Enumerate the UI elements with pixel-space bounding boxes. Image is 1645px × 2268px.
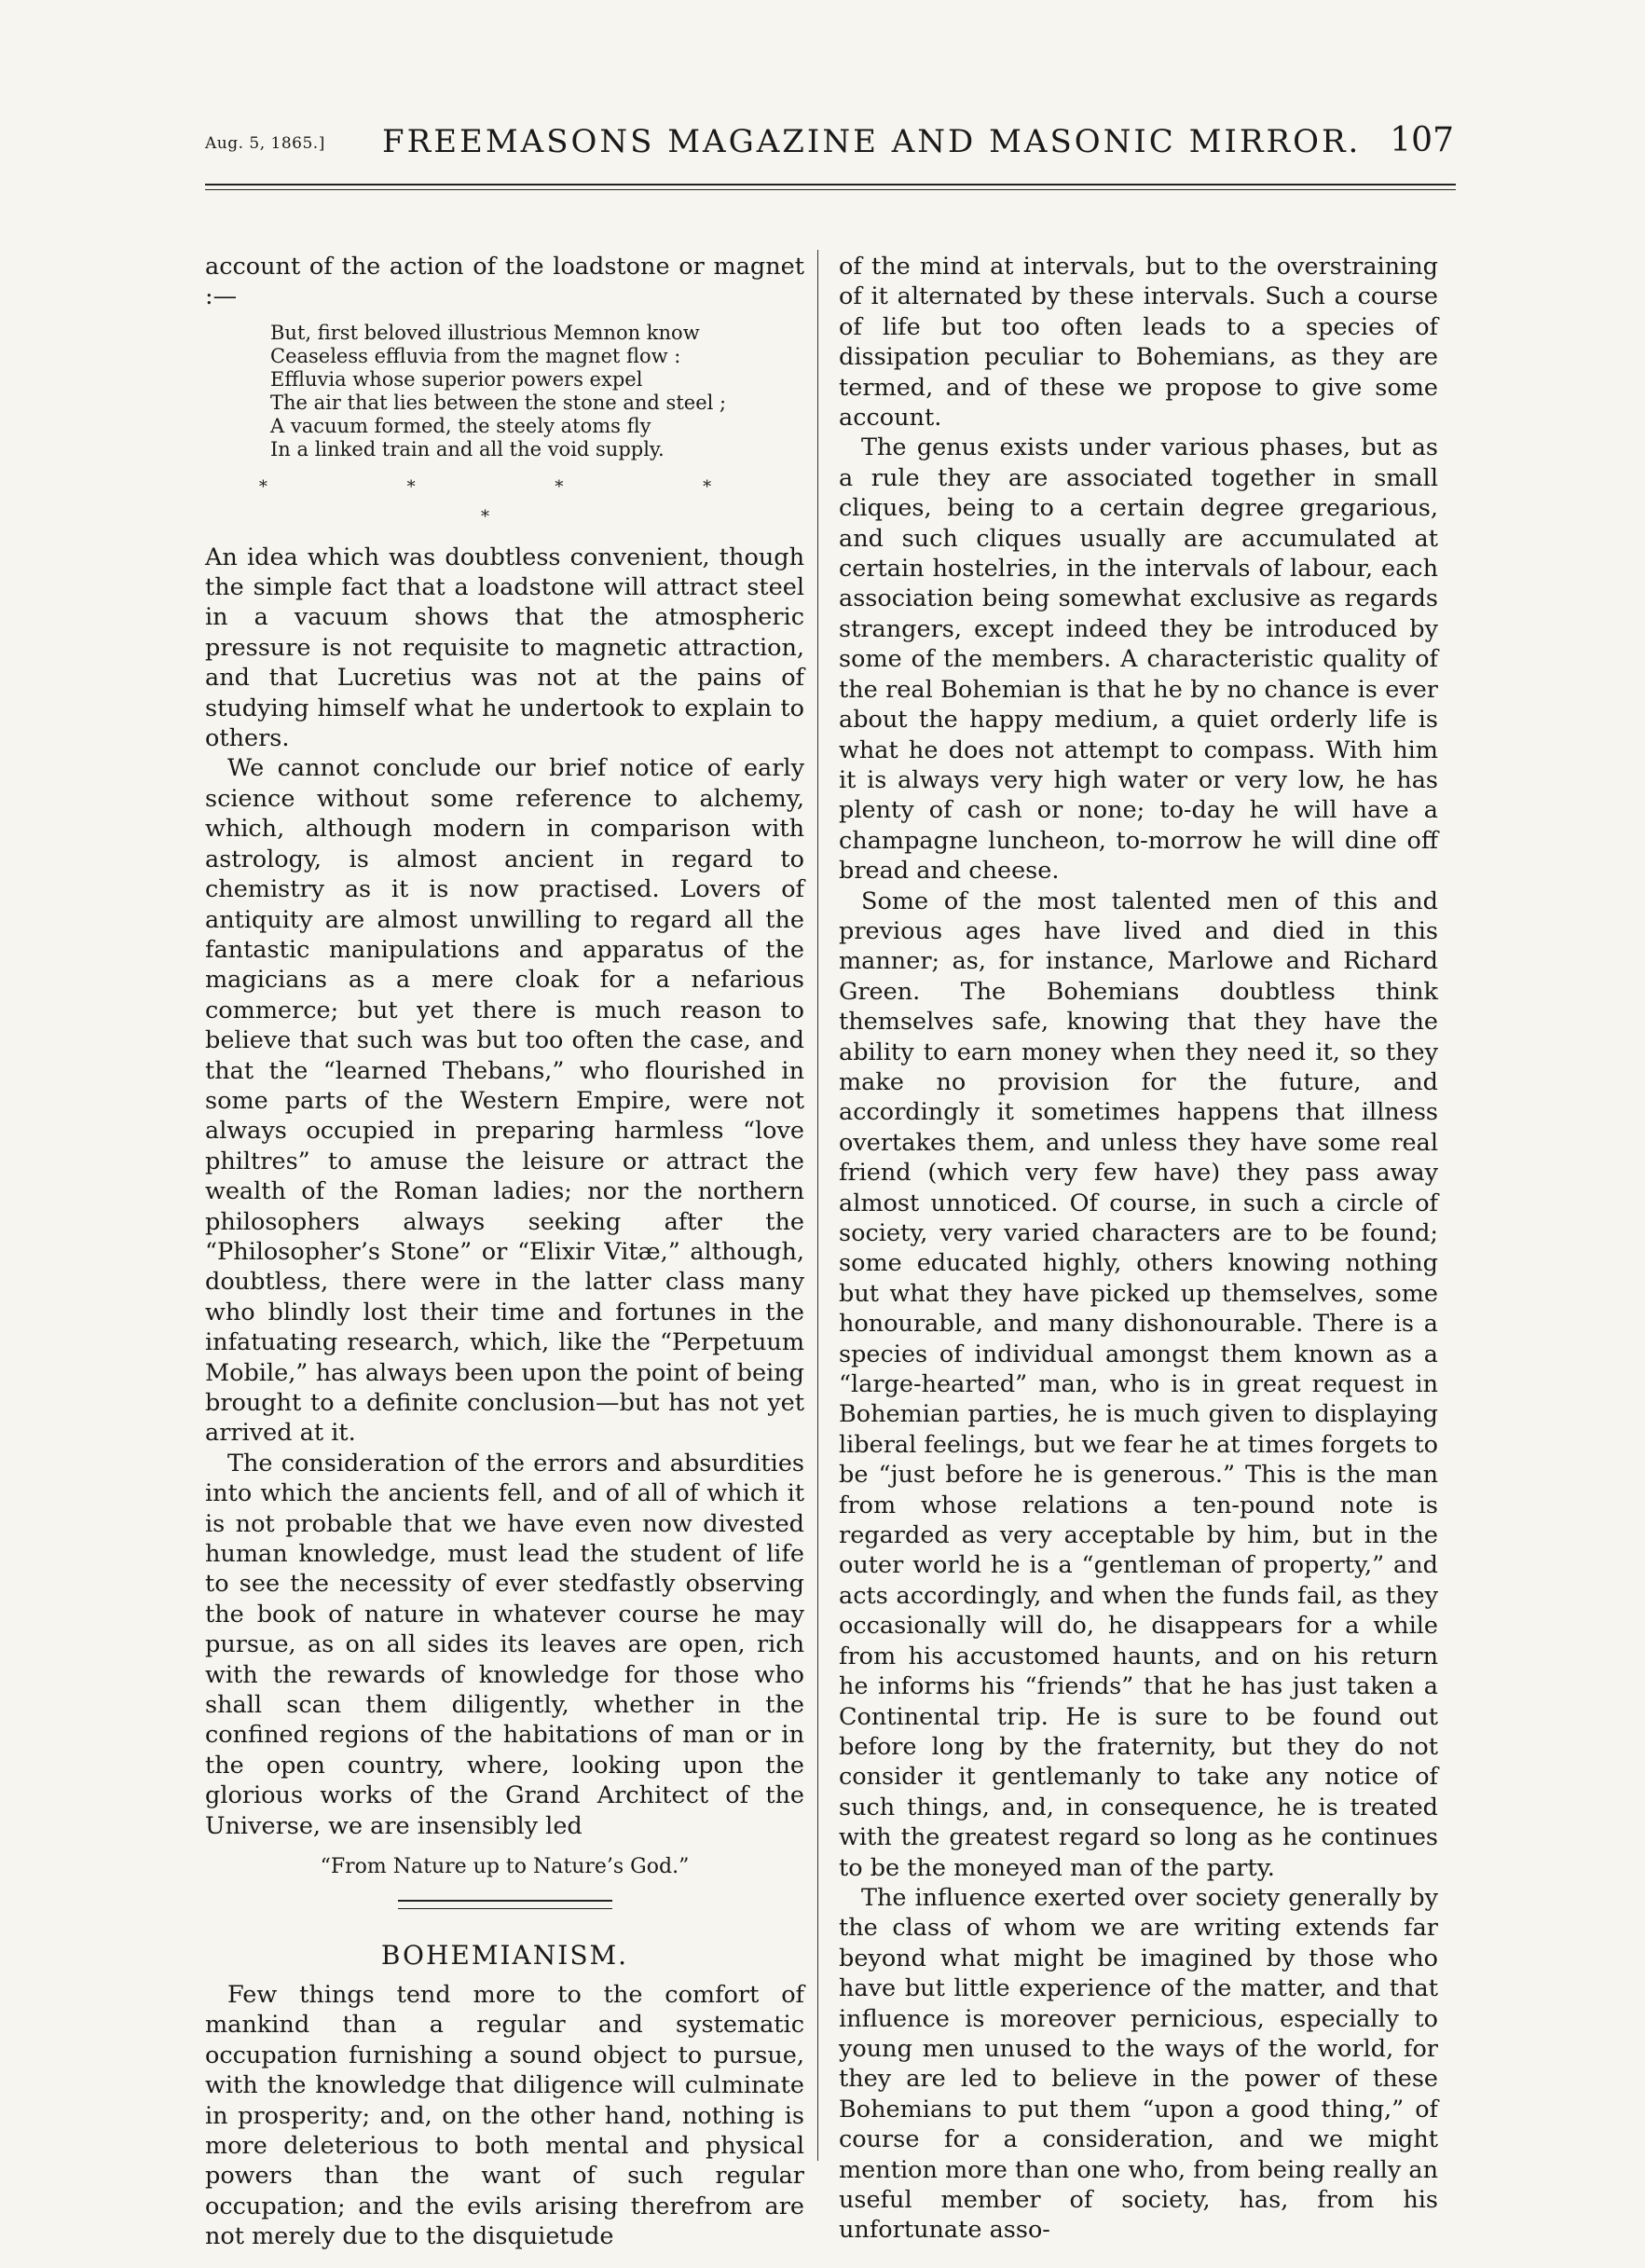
publication-title: FREEMASONS MAGAZINE AND MASONIC MIRROR. [382,123,1362,160]
verse-line: But, first beloved illustrious Memnon know [270,321,700,344]
verse-line: A vacuum formed, the steely atoms fly [270,414,651,437]
paragraph-errors: The consideration of the errors and absurdities into which the ancients fell, and of all of which it is not probable that we have even now divested human knowledge, must lead the student of life to see the necessity of ever stedfastly observing the book of nature in whatever course he may pursue, as on all sides its leaves are open, rich with the rewards of knowledge for those who shall scan them diligently, whether in the confined regions of the habitations of man or in the open country, where, looking upon the glorious works of the Grand Architect of the Universe, we are insensibly led [205,1449,804,1840]
paragraph-loadstone: An idea which was doubtless convenient, though the simple fact that a loadstone will attract steel in a vacuum shows that the atmospheric pressure is not requisite to magnetic attraction, and that Lucretius was not at the pains of studying himself what he undertook to explain to others. [205,543,804,753]
header-rule-thin [205,189,1456,190]
verse-line: In a linked train and all the void supply. [270,437,665,460]
asterism-separator: * * * * * [258,476,779,528]
verse-line: Effluvia whose superior powers expel [270,367,643,391]
paragraph-continuation: of the mind at intervals, but to the overstraining of it alternated by these intervals. Such a course of life but too often leads to a species of dissipation peculiar to Bohemians, as they are termed, and of these we propose to give some account. [839,253,1438,433]
article-heading: BOHEMIANISM. [380,1939,629,1971]
paragraph-talented-men: Some of the most talented men of this and previous ages have lived and died in this manner; as, for instance, Marlowe and Richard Green. The Bohemians doubtless think themselves safe, knowing that they have the ability to earn money when they need it, so they make no provision for the future, and accordingly it sometimes happens that illness overtakes them, and unless they have some real friend (which very few have) they pass away almost unnoticed. Of course, in such a circle of society, very varied characters are to be found; some educated highly, others knowing nothing but what they have picked up themselves, some honourable, and many dishonourable. There is a species of individual amongst them known as a “large-hearted” man, who is in great request in Bohemian parties, he is much given to displaying liberal feelings, but we fear he at times forgets to be “just before he is generous.” This is the man from whose relations a ten-pound note is regarded as very acceptable by him, but in the outer world he is a “gentleman of property,” and acts accordingly, and when the funds fail, as they occasionally will do, he disappears for a while from his accustomed haunts, and on his return he informs his “friends” that he has just taken a Continental trip. He is sure to be found out before long by the fraternity, but they do not consider it gentlemanly to take any notice of such things, and, in consequence, he is treated with the greatest regard so long as he continues to be the moneyed man of the party. [839,887,1438,1882]
paragraph-bohemianism-intro: Few things tend more to the comfort of mankind than a regular and systematic occupation furnishing a sound object to pursue, with the knowledge that diligence will culminate in prosperity; and, on the other hand, nothing is more deleterious to both mental and physical powers than the want of such regular occupation; and the evils arising therefrom are not merely due to the disquietude [205,1980,804,2251]
right-column [839,252,1438,2246]
paragraph-genus: The genus exists under various phases, but as a rule they are associated together in small cliques, being to a certain degree gregarious, and such cliques usually are accumulated at certain hostelries, in the intervals of labour, each association being somewhat exclusive as regards strangers, except indeed they be introduced by some of the members. A characteristic quality of the real Bohemian is that he by no chance is ever about the happy medium, a quiet orderly life is what he does not attempt to compass. With him it is always very high water or very low, he has plenty of cash or none; to-day he will have a champagne luncheon, to-morrow he will dine off bread and cheese. [839,433,1438,886]
column-divider [817,250,818,2161]
verse-line: The air that lies between the stone and steel ; [270,391,727,414]
page-header [205,121,1463,168]
verse-line: Ceaseless effluvia from the magnet flow : [270,344,681,367]
page-number: 107 [1390,121,1454,159]
section-divider [398,1900,612,1909]
closing-quote: “From Nature up to Nature’s God.” [320,1855,690,1879]
paragraph-influence: The influence exerted over society generally by the class of whom we are writing extends far beyond what might be imagined by those who have but little experience of the matter, and that influence is moreover pernicious, especially to young men unused to the ways of the world, for they are led to believe in the power of these Bohemians to put them “upon a good thing,” of course for a consideration, and we might mention more than one who, from being really an useful member of society, has, from his unfortunate asso- [839,1883,1438,2245]
issue-date: Aug. 5, 1865.] [205,134,325,153]
left-column [205,252,804,2252]
paragraph-alchemy: We cannot conclude our brief notice of early science without some reference to alchemy, which, although modern in comparison with astrology, is almost ancient in regard to chemistry as it is now practised. Lovers of antiquity are almost unwilling to regard all the fantastic manipulations and apparatus of the magicians as a mere cloak for a nefarious commerce; but yet there is much reason to believe that such was but too often the case, and that the “learned Thebans,” who flourished in some parts of the Western Empire, were not always occupied in preparing harmless “love philtres” to amuse the leisure or attract the wealth of the Roman ladies; nor the northern philosophers always seeking after the “Philosopher’s Stone” or “Elixir Vitæ,” although, doubtless, there were in the latter class many who blindly lost their time and fortunes in the infatuating research, which, like the “Perpetuum Mobile,” has always been upon the point of being brought to a definite conclusion—but has not yet arrived at it. [205,754,804,1448]
header-rule-thick [205,184,1456,186]
magnet-intro: account of the action of the loadstone or magnet :— [205,253,804,311]
lucretius-verse [270,322,804,461]
